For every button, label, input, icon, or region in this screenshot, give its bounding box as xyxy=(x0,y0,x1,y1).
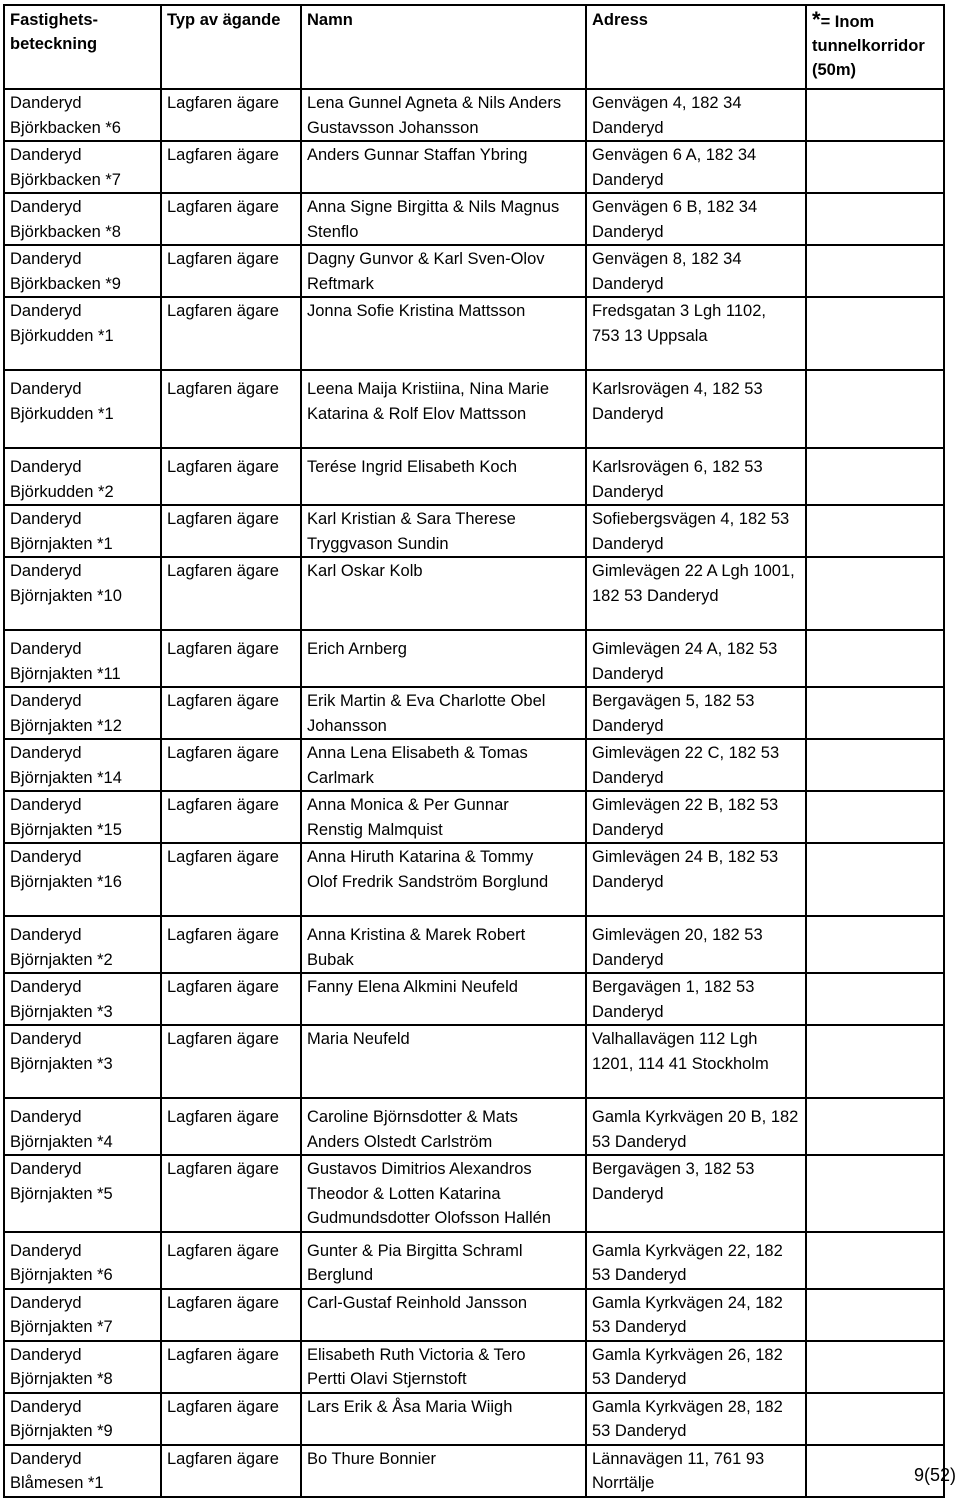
cell-adress: Genvägen 6 B, 182 34 Danderyd xyxy=(586,193,806,245)
cell-tunnelkorridor xyxy=(806,448,944,505)
cell-adress: Karlsrovägen 4, 182 53 Danderyd xyxy=(586,370,806,448)
cell-adress: Genvägen 4, 182 34 Danderyd xyxy=(586,89,806,141)
table-row xyxy=(4,245,944,297)
table-row xyxy=(4,297,944,370)
cell-tunnelkorridor xyxy=(806,505,944,557)
table-row xyxy=(4,141,944,193)
header-typ-av-agande: Typ av ägande xyxy=(161,5,301,89)
cell-typ-av-agande: Lagfaren ägare xyxy=(161,1393,301,1445)
cell-tunnelkorridor xyxy=(806,141,944,193)
cell-typ-av-agande: Lagfaren ägare xyxy=(161,843,301,916)
cell-tunnelkorridor xyxy=(806,245,944,297)
header-tunnelkorridor xyxy=(806,5,944,89)
cell-tunnelkorridor xyxy=(806,193,944,245)
cell-tunnelkorridor xyxy=(806,630,944,687)
cell-typ-av-agande: Lagfaren ägare xyxy=(161,1098,301,1155)
cell-namn: Gustavos Dimitrios Alexandros Theodor & Lotten Katarina Gudmundsdotter Olofsson Hallén xyxy=(301,1155,586,1232)
cell-adress: Gimlevägen 24 B, 182 53 Danderyd xyxy=(586,843,806,916)
cell-typ-av-agande: Lagfaren ägare xyxy=(161,193,301,245)
cell-fastighetsbeteckning: Danderyd Björkbacken *8 xyxy=(4,193,161,245)
cell-tunnelkorridor xyxy=(806,1289,944,1341)
cell-namn: Anna Kristina & Marek Robert Bubak xyxy=(301,916,586,973)
cell-tunnelkorridor xyxy=(806,843,944,916)
table-header-row xyxy=(4,5,944,89)
cell-namn: Erik Martin & Eva Charlotte Obel Johansson xyxy=(301,687,586,739)
cell-adress: Gimlevägen 20, 182 53 Danderyd xyxy=(586,916,806,973)
cell-namn: Lena Gunnel Agneta & Nils Anders Gustavsson Johansson xyxy=(301,89,586,141)
cell-fastighetsbeteckning: Danderyd Björkbacken *9 xyxy=(4,245,161,297)
cell-typ-av-agande: Lagfaren ägare xyxy=(161,630,301,687)
cell-adress: Gimlevägen 22 A Lgh 1001, 182 53 Danderyd xyxy=(586,557,806,630)
cell-fastighetsbeteckning: Danderyd Björnjakten *14 xyxy=(4,739,161,791)
page-number: 9(52) xyxy=(913,1465,956,1485)
cell-namn: Anna Hiruth Katarina & Tommy Olof Fredrik Sandström Borglund xyxy=(301,843,586,916)
table-row xyxy=(4,843,944,916)
table-row xyxy=(4,1289,944,1341)
cell-fastighetsbeteckning: Danderyd Björnjakten *11 xyxy=(4,630,161,687)
table-row xyxy=(4,1232,944,1289)
cell-namn: Carl-Gustaf Reinhold Jansson xyxy=(301,1289,586,1341)
cell-typ-av-agande: Lagfaren ägare xyxy=(161,1155,301,1232)
table-row xyxy=(4,193,944,245)
cell-namn: Erich Arnberg xyxy=(301,630,586,687)
header-namn: Namn xyxy=(301,5,586,89)
cell-typ-av-agande: Lagfaren ägare xyxy=(161,557,301,630)
cell-namn: Gunter & Pia Birgitta Schraml Berglund xyxy=(301,1232,586,1289)
cell-typ-av-agande: Lagfaren ägare xyxy=(161,505,301,557)
cell-adress: Genvägen 8, 182 34 Danderyd xyxy=(586,245,806,297)
cell-fastighetsbeteckning: Danderyd Björnjakten *1 xyxy=(4,505,161,557)
cell-adress: Fredsgatan 3 Lgh 1102, 753 13 Uppsala xyxy=(586,297,806,370)
cell-typ-av-agande: Lagfaren ägare xyxy=(161,1445,301,1497)
cell-namn: Anders Gunnar Staffan Ybring xyxy=(301,141,586,193)
cell-typ-av-agande: Lagfaren ägare xyxy=(161,1025,301,1098)
cell-adress: Gamla Kyrkvägen 26, 182 53 Danderyd xyxy=(586,1341,806,1393)
cell-namn: Caroline Björnsdotter & Mats Anders Olstedt Carlström xyxy=(301,1098,586,1155)
cell-namn: Lars Erik & Åsa Maria Wiigh xyxy=(301,1393,586,1445)
cell-fastighetsbeteckning: Danderyd Björkudden *2 xyxy=(4,448,161,505)
cell-namn: Karl Kristian & Sara Therese Tryggvason Sundin xyxy=(301,505,586,557)
cell-adress: Gimlevägen 22 B, 182 53 Danderyd xyxy=(586,791,806,843)
table-row xyxy=(4,1025,944,1098)
cell-typ-av-agande: Lagfaren ägare xyxy=(161,1341,301,1393)
cell-typ-av-agande: Lagfaren ägare xyxy=(161,1232,301,1289)
header-fastighetsbeteckning: Fastighets- beteckning xyxy=(4,5,161,89)
table-row xyxy=(4,973,944,1025)
cell-namn: Dagny Gunvor & Karl Sven-Olov Reftmark xyxy=(301,245,586,297)
table-row xyxy=(4,370,944,448)
cell-typ-av-agande: Lagfaren ägare xyxy=(161,739,301,791)
table-row xyxy=(4,557,944,630)
cell-tunnelkorridor xyxy=(806,370,944,448)
cell-fastighetsbeteckning: Danderyd Björnjakten *15 xyxy=(4,791,161,843)
cell-typ-av-agande: Lagfaren ägare xyxy=(161,370,301,448)
cell-namn: Jonna Sofie Kristina Mattsson xyxy=(301,297,586,370)
cell-fastighetsbeteckning: Danderyd Björnjakten *5 xyxy=(4,1155,161,1232)
cell-adress: Sofiebergsvägen 4, 182 53 Danderyd xyxy=(586,505,806,557)
cell-typ-av-agande: Lagfaren ägare xyxy=(161,916,301,973)
cell-tunnelkorridor xyxy=(806,557,944,630)
cell-typ-av-agande: Lagfaren ägare xyxy=(161,1289,301,1341)
cell-adress: Lännavägen 11, 761 93 Norrtälje xyxy=(586,1445,806,1497)
table-row xyxy=(4,916,944,973)
cell-fastighetsbeteckning: Danderyd Björnjakten *4 xyxy=(4,1098,161,1155)
cell-adress: Genvägen 6 A, 182 34 Danderyd xyxy=(586,141,806,193)
cell-tunnelkorridor xyxy=(806,89,944,141)
table-row xyxy=(4,630,944,687)
cell-tunnelkorridor xyxy=(806,973,944,1025)
cell-namn: Bo Thure Bonnier xyxy=(301,1445,586,1497)
table-row xyxy=(4,448,944,505)
cell-namn: Terése Ingrid Elisabeth Koch xyxy=(301,448,586,505)
cell-namn: Karl Oskar Kolb xyxy=(301,557,586,630)
cell-adress: Bergavägen 1, 182 53 Danderyd xyxy=(586,973,806,1025)
table-row xyxy=(4,505,944,557)
table-row xyxy=(4,1098,944,1155)
table-row xyxy=(4,1393,944,1445)
table-row xyxy=(4,1445,944,1497)
cell-namn: Leena Maija Kristiina, Nina Marie Katarina & Rolf Elov Mattsson xyxy=(301,370,586,448)
cell-adress: Gamla Kyrkvägen 22, 182 53 Danderyd xyxy=(586,1232,806,1289)
table-row xyxy=(4,1341,944,1393)
table-row xyxy=(4,1155,944,1232)
cell-namn: Anna Monica & Per Gunnar Renstig Malmquist xyxy=(301,791,586,843)
cell-fastighetsbeteckning: Danderyd Björnjakten *12 xyxy=(4,687,161,739)
cell-namn: Anna Signe Birgitta & Nils Magnus Stenflo xyxy=(301,193,586,245)
cell-fastighetsbeteckning: Danderyd Björnjakten *8 xyxy=(4,1341,161,1393)
cell-adress: Bergavägen 5, 182 53 Danderyd xyxy=(586,687,806,739)
cell-fastighetsbeteckning: Danderyd Björnjakten *16 xyxy=(4,843,161,916)
cell-tunnelkorridor xyxy=(806,1341,944,1393)
cell-adress: Karlsrovägen 6, 182 53 Danderyd xyxy=(586,448,806,505)
cell-adress: Gamla Kyrkvägen 28, 182 53 Danderyd xyxy=(586,1393,806,1445)
table-row xyxy=(4,791,944,843)
cell-typ-av-agande: Lagfaren ägare xyxy=(161,791,301,843)
cell-fastighetsbeteckning: Danderyd Björnjakten *3 xyxy=(4,973,161,1025)
cell-typ-av-agande: Lagfaren ägare xyxy=(161,245,301,297)
table-row xyxy=(4,687,944,739)
cell-tunnelkorridor xyxy=(806,916,944,973)
cell-typ-av-agande: Lagfaren ägare xyxy=(161,448,301,505)
cell-namn: Fanny Elena Alkmini Neufeld xyxy=(301,973,586,1025)
table-row xyxy=(4,739,944,791)
cell-adress: Bergavägen 3, 182 53 Danderyd xyxy=(586,1155,806,1232)
cell-typ-av-agande: Lagfaren ägare xyxy=(161,687,301,739)
cell-fastighetsbeteckning: Danderyd Björkudden *1 xyxy=(4,297,161,370)
cell-fastighetsbeteckning: Danderyd Björnjakten *7 xyxy=(4,1289,161,1341)
star-marker: * xyxy=(812,7,821,32)
table-row xyxy=(4,89,944,141)
cell-fastighetsbeteckning: Danderyd Björkbacken *6 xyxy=(4,89,161,141)
cell-tunnelkorridor xyxy=(806,1393,944,1445)
cell-tunnelkorridor xyxy=(806,687,944,739)
cell-tunnelkorridor xyxy=(806,739,944,791)
cell-fastighetsbeteckning: Danderyd Björnjakten *3 xyxy=(4,1025,161,1098)
header-adress: Adress xyxy=(586,5,806,89)
cell-typ-av-agande: Lagfaren ägare xyxy=(161,297,301,370)
cell-fastighetsbeteckning: Danderyd Björnjakten *9 xyxy=(4,1393,161,1445)
cell-fastighetsbeteckning: Danderyd Blåmesen *1 xyxy=(4,1445,161,1497)
cell-fastighetsbeteckning: Danderyd Björnjakten *6 xyxy=(4,1232,161,1289)
cell-adress: Gamla Kyrkvägen 24, 182 53 Danderyd xyxy=(586,1289,806,1341)
cell-tunnelkorridor xyxy=(806,791,944,843)
cell-tunnelkorridor xyxy=(806,297,944,370)
cell-fastighetsbeteckning: Danderyd Björnjakten *10 xyxy=(4,557,161,630)
cell-typ-av-agande: Lagfaren ägare xyxy=(161,973,301,1025)
cell-adress: Gimlevägen 22 C, 182 53 Danderyd xyxy=(586,739,806,791)
cell-typ-av-agande: Lagfaren ägare xyxy=(161,89,301,141)
cell-tunnelkorridor xyxy=(806,1232,944,1289)
cell-fastighetsbeteckning: Danderyd Björkudden *1 xyxy=(4,370,161,448)
cell-adress: Valhallavägen 112 Lgh 1201, 114 41 Stockholm xyxy=(586,1025,806,1098)
cell-namn: Maria Neufeld xyxy=(301,1025,586,1098)
cell-typ-av-agande: Lagfaren ägare xyxy=(161,141,301,193)
cell-fastighetsbeteckning: Danderyd Björnjakten *2 xyxy=(4,916,161,973)
cell-tunnelkorridor xyxy=(806,1098,944,1155)
cell-adress: Gimlevägen 24 A, 182 53 Danderyd xyxy=(586,630,806,687)
cell-namn: Elisabeth Ruth Victoria & Tero Pertti Olavi Stjernstoft xyxy=(301,1341,586,1393)
cell-tunnelkorridor xyxy=(806,1025,944,1098)
cell-namn: Anna Lena Elisabeth & Tomas Carlmark xyxy=(301,739,586,791)
cell-tunnelkorridor xyxy=(806,1155,944,1232)
property-owner-table xyxy=(3,4,945,1498)
header-tunnelkorridor-label: = Inom tunnelkorridor (50m) xyxy=(812,13,925,79)
cell-fastighetsbeteckning: Danderyd Björkbacken *7 xyxy=(4,141,161,193)
cell-adress: Gamla Kyrkvägen 20 B, 182 53 Danderyd xyxy=(586,1098,806,1155)
